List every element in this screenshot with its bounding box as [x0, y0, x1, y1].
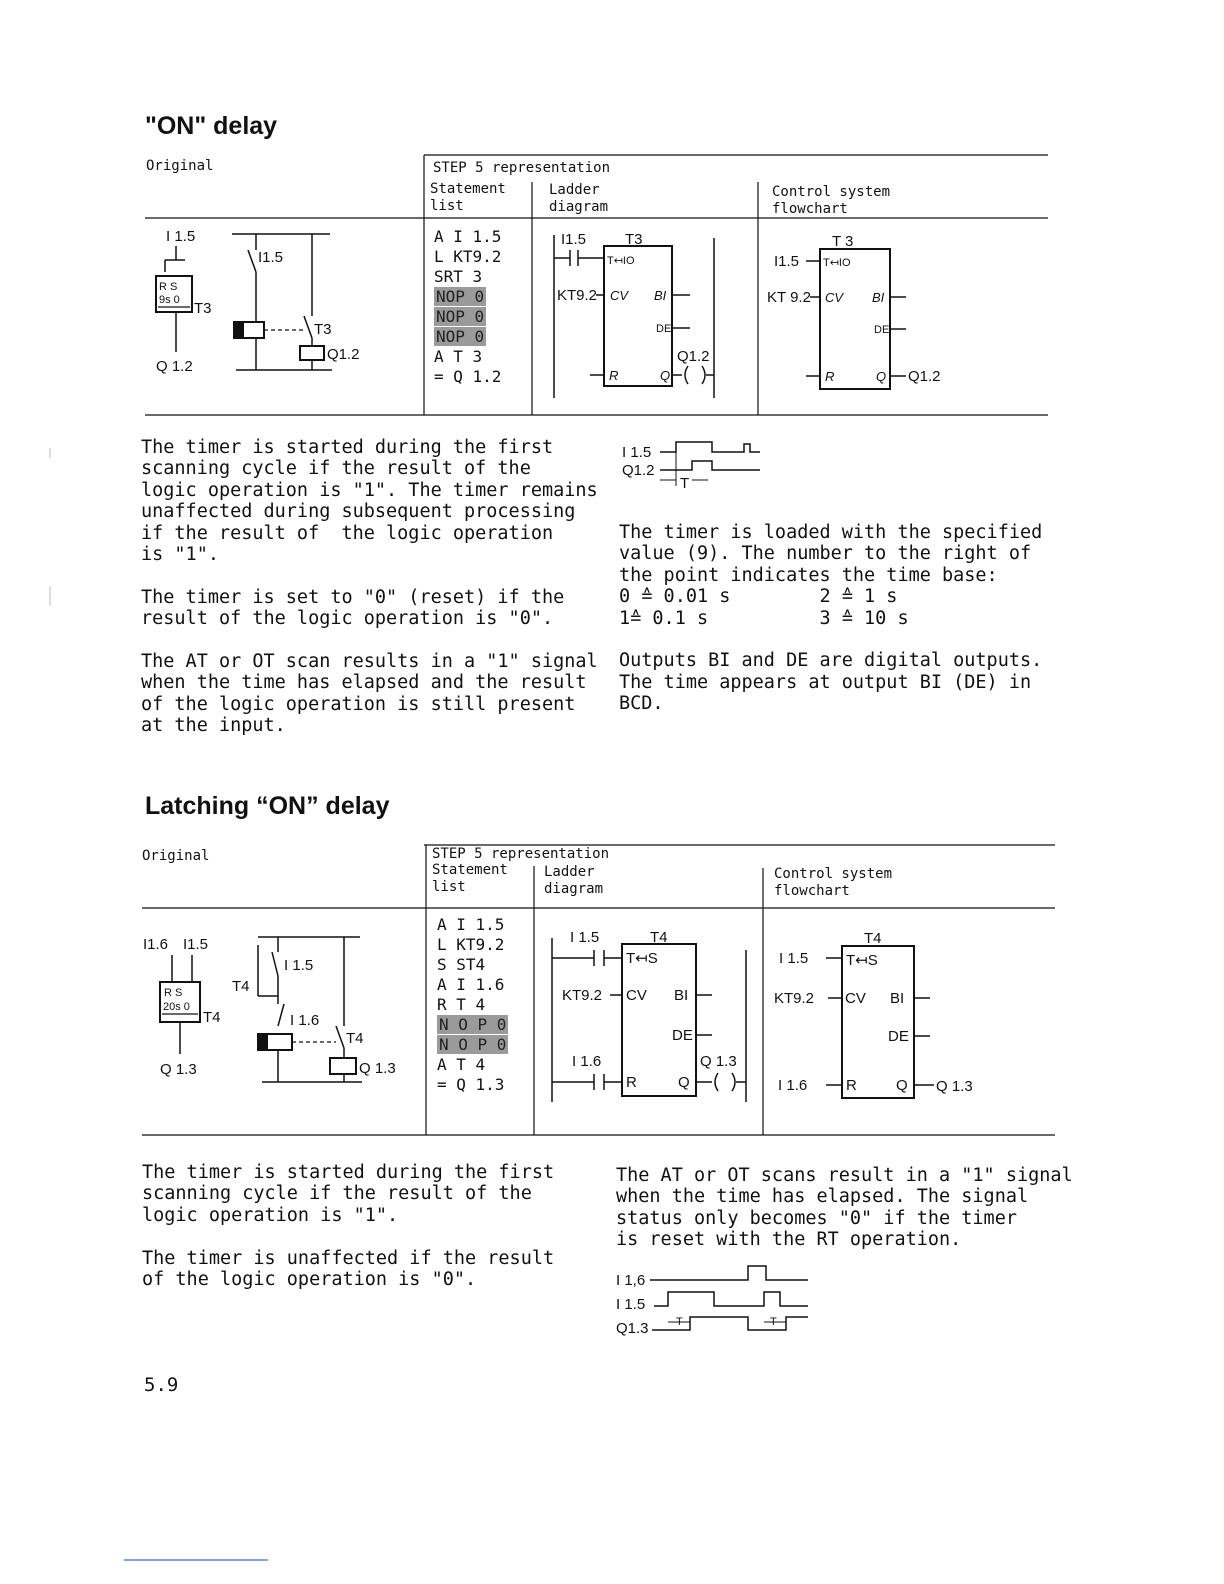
orig-contact-i15: I 1.5 — [284, 957, 314, 974]
lad-de: DE — [672, 1027, 693, 1044]
stl-line: S ST4 — [437, 955, 486, 974]
csf-label-kt: KT 9.2 — [767, 289, 811, 306]
lad-label-i15: I 1.5 — [570, 929, 600, 946]
stl-line: A T 4 — [437, 1055, 486, 1074]
header-ladder-diagram: Ladder diagram — [549, 182, 609, 215]
timing-label-i15: I 1.5 — [622, 444, 652, 461]
stl-line-highlighted: NOP 0 — [436, 307, 485, 326]
header-control-flowchart: Control system flowchart — [774, 866, 893, 899]
timing-label-t: T — [676, 1316, 683, 1328]
orig-label-q12: Q 1.2 — [156, 358, 193, 375]
header-original: Original — [146, 158, 214, 174]
csf-out-q12: Q1.2 — [908, 368, 941, 385]
csf-r: R — [846, 1077, 857, 1094]
orig-contact-t4: T4 — [232, 978, 250, 995]
lad-label-i15: I1.5 — [561, 231, 587, 248]
csf-label-t3: T 3 — [832, 233, 854, 250]
csf-label-i15: I1.5 — [774, 253, 800, 270]
header-step5: STEP 5 representation — [433, 160, 611, 176]
csf-bi: BI — [890, 990, 905, 1007]
section-title-latching-on-delay: Latching “ON” delay — [145, 792, 390, 820]
lad-bi: BI — [654, 288, 667, 303]
lad-label-kt: KT9.2 — [557, 287, 598, 304]
lad-label-t4: T4 — [650, 929, 668, 946]
stl-line: = Q 1.2 — [434, 367, 502, 386]
orig-time-value: 9s 0 — [159, 294, 180, 306]
header-control-flowchart: Control system flowchart — [772, 184, 891, 217]
csf-q: Q — [876, 369, 887, 384]
stl-line: R T 4 — [437, 995, 486, 1014]
orig-rs: R S — [164, 987, 183, 999]
csf-label-i15: I 1.5 — [779, 950, 809, 967]
stl-line: A T 3 — [434, 347, 483, 366]
lad-cv: CV — [610, 288, 629, 303]
csf-t-io: T↤IO — [823, 257, 851, 269]
stl-line: SRT 3 — [434, 267, 483, 286]
timing-label-t: T — [680, 475, 690, 492]
timing-label-q12: Q1.2 — [622, 462, 655, 479]
stl-line-highlighted: NOP 0 — [436, 287, 485, 306]
csf-label-i16: I 1.6 — [778, 1077, 808, 1094]
orig-time-value: 20s 0 — [163, 1001, 190, 1013]
orig-contact-t3: T3 — [314, 321, 332, 338]
csf-label-kt: KT9.2 — [774, 990, 815, 1007]
csf-label-t4: T4 — [864, 930, 882, 947]
orig-coil-q13: Q 1.3 — [359, 1060, 396, 1077]
csf-cv: CV — [825, 290, 844, 305]
stl-line: A I 1.5 — [437, 915, 505, 934]
header-ladder-diagram: Ladder diagram — [544, 864, 604, 897]
lad-de: DE — [656, 323, 672, 335]
stl-line: A I 1.5 — [434, 227, 502, 246]
lad-r: R — [609, 368, 619, 383]
stl-line: = Q 1.3 — [437, 1075, 505, 1094]
stl-line: L KT9.2 — [437, 935, 505, 954]
stl-line: L KT9.2 — [434, 247, 502, 266]
lad-cv: CV — [626, 987, 647, 1004]
on-delay-description-left: The timer is started during the first scanning cycle if the result of the logic operation is "1". The timer remains unaffected during subsequent processing if the result of the logic operation is "1". The timer is set to "0" (reset) if the result of the logic operation is "0". The AT or OT scan results in a "1" signal when the time has elapsed and the result of the logic operation is still present at the input. — [141, 437, 598, 737]
timing-label-i15: I 1.5 — [616, 1296, 646, 1313]
orig-label-i16: I1.6 — [143, 936, 169, 953]
csf-r: R — [825, 369, 835, 384]
lad-q: Q — [660, 368, 671, 383]
lad-bi: BI — [674, 987, 689, 1004]
stl-line-highlighted: NOP 0 — [436, 327, 485, 346]
csf-bi: BI — [872, 290, 885, 305]
csf-q: Q — [896, 1077, 908, 1094]
timing-label-q13: Q1.3 — [616, 1320, 649, 1337]
orig-coil-q12: Q1.2 — [327, 346, 360, 363]
orig-contact-i16: I 1.6 — [290, 1012, 320, 1029]
lad-q: Q — [678, 1074, 690, 1091]
page-number: 5.9 — [144, 1374, 179, 1396]
orig-contact-t4b: T4 — [346, 1030, 364, 1047]
orig-label-q13: Q 1.3 — [160, 1061, 197, 1078]
lad-label-t3: T3 — [625, 231, 643, 248]
lad-coil-q12: Q1.2 — [677, 348, 710, 365]
header-original: Original — [142, 848, 210, 864]
stl-line-highlighted: N O P 0 — [439, 1035, 507, 1054]
orig-label-i15: I1.5 — [183, 936, 209, 953]
orig-label-t3: T3 — [194, 300, 212, 317]
csf-de: DE — [888, 1028, 909, 1045]
orig-label-t4: T4 — [203, 1009, 221, 1026]
lad-t-io: T↤IO — [607, 255, 635, 267]
lad-label-i16: I 1.6 — [572, 1053, 602, 1070]
orig-contact-i15: I1.5 — [258, 249, 284, 266]
latching-description-left: The timer is started during the first scanning cycle if the result of the logic operation is "1". The timer is unaffected if the result of the logic operation is "0". — [142, 1162, 555, 1291]
lad-t-s: T↤S — [626, 950, 658, 967]
lad-r: R — [626, 1074, 637, 1091]
orig-label-i15: I 1.5 — [166, 228, 196, 245]
section-title-on-delay: "ON" delay — [145, 112, 278, 140]
csf-t-s: T↤S — [846, 952, 878, 969]
csf-de: DE — [874, 324, 890, 336]
stl-line-highlighted: N O P 0 — [439, 1015, 507, 1034]
timing-label-i16: I 1,6 — [616, 1272, 646, 1289]
header-step5: STEP 5 representation — [432, 846, 610, 862]
on-delay-description-right: The timer is loaded with the specified value (9). The number to the right of the point indicates the time base: 0 ≙ 0.01 s 2 ≙ 1 s 1≙ 0.1 s 3 ≙ 10 s Outputs BI and DE are digital outputs. The time appears at output BI (DE) in BCD. — [619, 522, 1043, 715]
orig-rs: R S — [159, 281, 178, 293]
lad-label-kt: KT9.2 — [562, 987, 603, 1004]
stl-line: A I 1.6 — [437, 975, 505, 994]
csf-cv: CV — [845, 990, 866, 1007]
latching-description-right: The AT or OT scans result in a "1" signal when the time has elapsed. The signal status only becomes "0" if the timer is reset with the RT operation. — [616, 1165, 1073, 1251]
header-statement-list: Statement list — [432, 862, 508, 895]
timing-label-t: T — [770, 1316, 777, 1328]
lad-coil-q13: Q 1.3 — [700, 1053, 737, 1070]
csf-out-q13: Q 1.3 — [936, 1078, 973, 1095]
header-statement-list: Statement list — [430, 181, 506, 214]
